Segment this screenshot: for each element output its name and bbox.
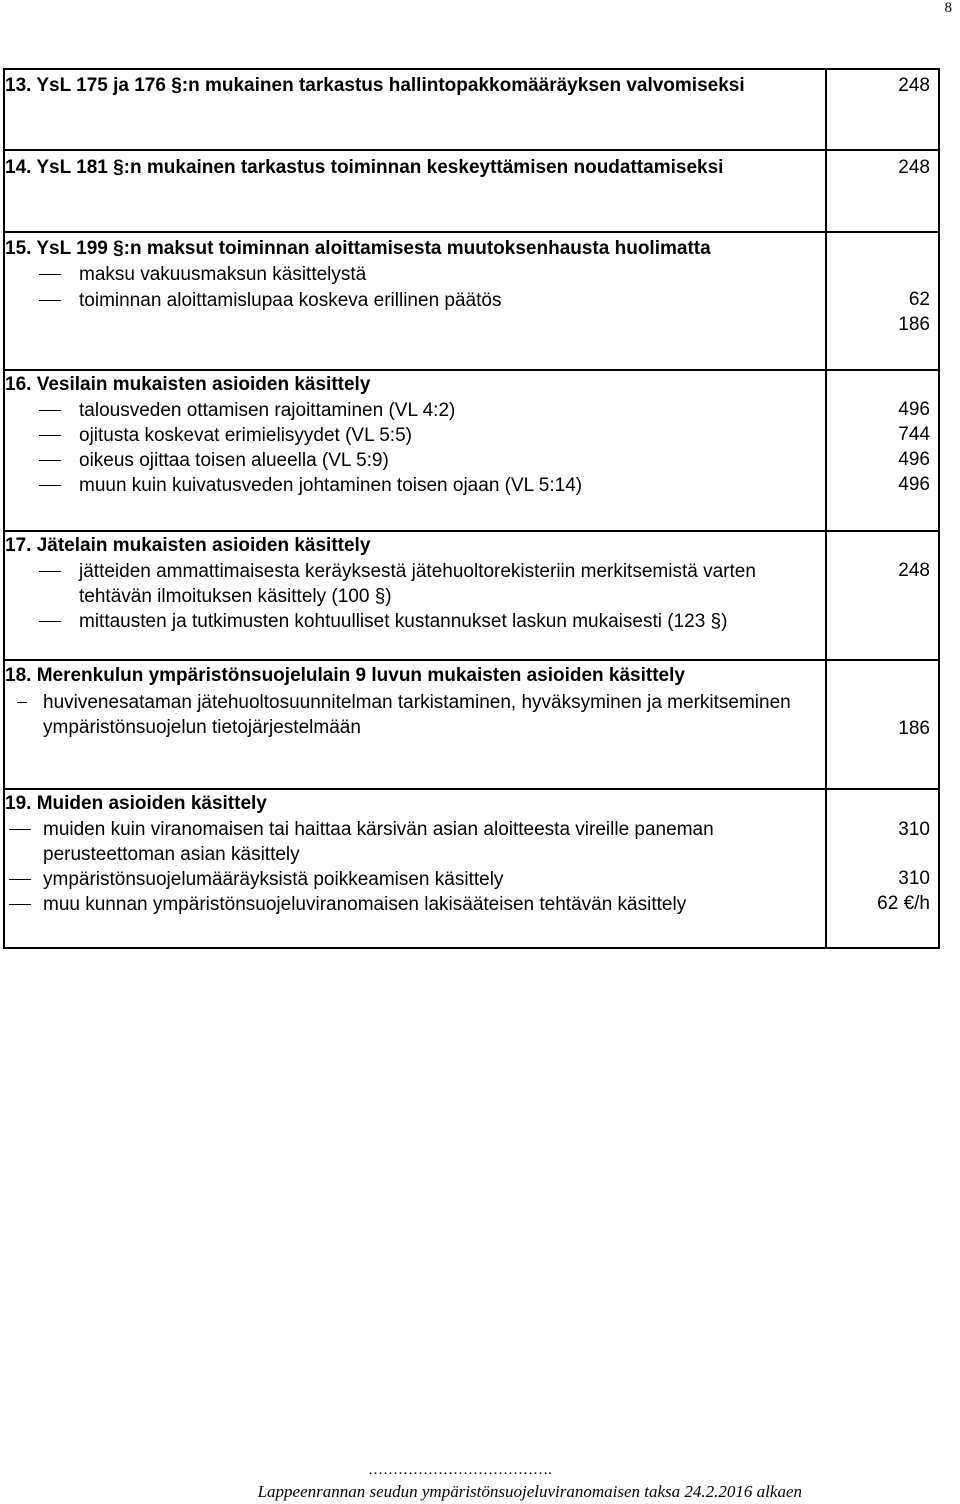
dash-bullet-icon — [39, 621, 61, 622]
dash-bullet-icon — [39, 571, 61, 572]
description-cell — [4, 660, 826, 789]
dash-bullet-icon — [39, 485, 61, 486]
description-cell — [4, 150, 826, 232]
description-cell — [4, 789, 826, 948]
table-row — [4, 370, 939, 531]
footer-text: Lappeenrannan seudun ympäristönsuojeluviranomaisen taksa 24.2.2016 alkaen — [257, 1482, 802, 1501]
description-cell — [4, 370, 826, 531]
fee-cell — [826, 232, 939, 370]
footer-dots: ………………………………. — [368, 1462, 552, 1478]
fee-value: 744 — [898, 424, 930, 445]
dash-bullet-icon — [9, 879, 31, 880]
fee-value: 186 — [898, 718, 930, 739]
item-text: jätteiden ammattimaisesta keräyksestä jätehuoltorekisteriin merkitsemistä varten tehtävän ilmoituksen käsittely (100 §) — [79, 561, 756, 607]
row-title: 16. Vesilain mukaisten asioiden käsittely — [5, 374, 371, 395]
item-text: oikeus ojittaa toisen alueella (VL 5:9) — [79, 450, 389, 471]
table-row — [4, 69, 939, 150]
item-text: huvivenesataman jätehuoltosuunnitelman tarkistaminen, hyväksyminen ja merkitseminen ympäristönsuojelun tietojärjestelmään — [43, 692, 791, 738]
fee-cell — [826, 69, 939, 150]
row-title: 15. YsL 199 §:n maksut toiminnan aloittamisesta muutoksenhausta huolimatta — [5, 238, 711, 259]
item-text: talousveden ottamisen rajoittaminen (VL 4:2) — [79, 400, 456, 421]
list-item — [5, 559, 825, 609]
fee-value: 248 — [898, 75, 930, 96]
list-item — [5, 817, 825, 867]
row-title: 17. Jätelain mukaisten asioiden käsittely — [5, 535, 371, 556]
item-text: muun kuin kuivatusveden johtaminen toisen ojaan (VL 5:14) — [79, 475, 583, 496]
fee-value: 496 — [898, 474, 930, 495]
page-number: 8 — [944, 0, 952, 16]
fee-cell — [826, 531, 939, 660]
description-cell — [4, 69, 826, 150]
item-text: ojitusta koskevat erimielisyydet (VL 5:5) — [79, 425, 412, 446]
table-row — [4, 789, 939, 948]
fee-value: 496 — [898, 399, 930, 420]
item-text: muiden kuin viranomaisen tai haittaa kärsivän asian aloitteesta vireille paneman perusteettoman asian käsittely — [43, 819, 714, 865]
list-item — [5, 423, 825, 448]
item-text: maksu vakuusmaksun käsittelystä — [79, 264, 367, 285]
fee-value: 248 — [898, 157, 930, 178]
dash-bullet-icon — [9, 904, 31, 905]
dash-bullet-icon — [39, 410, 61, 411]
table-row — [4, 531, 939, 660]
list-item — [5, 262, 825, 288]
row-title: 13. YsL 175 ja 176 §:n mukainen tarkastus hallintopakkomääräyksen valvomiseksi — [5, 75, 745, 96]
table-row — [4, 150, 939, 232]
dash-bullet-icon — [39, 435, 61, 436]
fee-cell — [826, 789, 939, 948]
row-title: 14. YsL 181 §:n mukainen tarkastus toiminnan keskeyttämisen noudattamiseksi — [5, 157, 724, 178]
fee-cell — [826, 150, 939, 232]
item-text: mittausten ja tutkimusten kohtuulliset kustannukset laskun mukaisesti (123 §) — [79, 611, 728, 632]
list-item — [5, 448, 825, 473]
description-cell — [4, 232, 826, 370]
list-item — [5, 892, 825, 917]
list-item — [5, 288, 825, 314]
fee-value: 62 — [908, 289, 930, 310]
list-item — [5, 609, 825, 634]
list-item — [5, 398, 825, 423]
row-title: 19. Muiden asioiden käsittely — [5, 793, 267, 814]
dash-bullet-icon — [39, 460, 61, 461]
dash-bullet-icon — [9, 829, 31, 830]
table-row — [4, 660, 939, 789]
fee-cell — [826, 660, 939, 789]
fee-cell — [826, 370, 939, 531]
fee-value: 496 — [898, 449, 930, 470]
table-row — [4, 232, 939, 370]
list-item — [5, 867, 825, 892]
fee-value: 310 — [898, 819, 930, 840]
fee-value: 62 €/h — [877, 893, 930, 914]
fee-table — [3, 68, 940, 949]
fee-value: 248 — [898, 560, 930, 581]
item-text: toiminnan aloittamislupaa koskeva erillinen päätös — [79, 290, 502, 311]
fee-value: 186 — [898, 314, 930, 335]
dash-bullet-icon — [39, 300, 61, 301]
list-item — [5, 690, 825, 740]
item-text: muu kunnan ympäristönsuojeluviranomaisen lakisääteisen tehtävän käsittely — [43, 894, 687, 915]
item-text: ympäristönsuojelumääräyksistä poikkeamisen käsittely — [43, 869, 504, 890]
dash-bullet-icon — [39, 274, 61, 275]
list-item — [5, 473, 825, 498]
dash-bullet-icon — [17, 702, 27, 703]
description-cell — [4, 531, 826, 660]
fee-value: 310 — [898, 868, 930, 889]
row-title: 18. Merenkulun ympäristönsuojelulain 9 luvun mukaisten asioiden käsittely — [5, 665, 685, 686]
